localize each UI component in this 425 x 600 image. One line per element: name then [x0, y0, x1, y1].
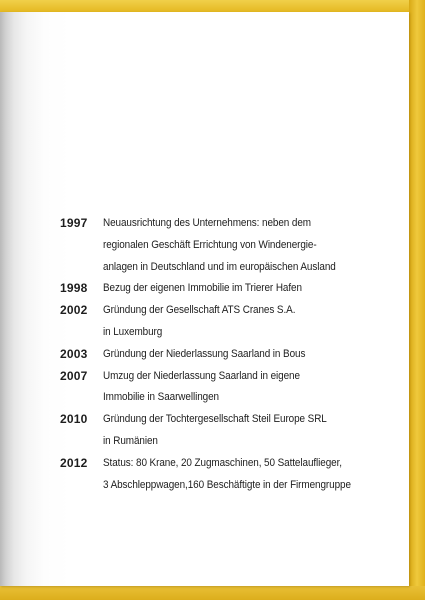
description-line: regionalen Geschäft Errichtung von Windenergie-: [103, 238, 317, 251]
timeline-description: [103, 278, 390, 300]
timeline-year: 2010: [60, 412, 88, 427]
timeline-year: 2012: [60, 455, 88, 470]
timeline-year: 1998: [60, 281, 88, 296]
description-line: Gründung der Niederlassung Saarland in Bous: [103, 347, 306, 360]
description-line: anlagen in Deutschland und im europäischen Ausland: [103, 260, 336, 273]
timeline-entry-1998: [60, 278, 390, 300]
timeline-description: [103, 344, 390, 366]
timeline-entry-1997: [60, 213, 390, 278]
timeline-year: 2003: [60, 346, 88, 361]
timeline-description: [103, 409, 390, 453]
description-line: Umzug der Niederlassung Saarland in eigene: [103, 369, 300, 382]
timeline-entry-2010: [60, 409, 390, 453]
description-line: Immobilie in Saarwellingen: [103, 391, 219, 404]
frame-right-border: [409, 0, 425, 600]
description-line: Status: 80 Krane, 20 Zugmaschinen, 50 Sattelauflieger,: [103, 456, 342, 469]
description-line: Gründung der Tochtergesellschaft Steil Europe SRL: [103, 413, 327, 426]
timeline-description: [103, 213, 390, 278]
timeline-entry-2007: [60, 366, 390, 410]
timeline-description: [103, 366, 390, 410]
description-line: 3 Abschleppwagen,160 Beschäftigte in der Firmengruppe: [103, 478, 351, 491]
description-line: Bezug der eigenen Immobilie im Trierer Hafen: [103, 282, 302, 295]
description-line: Neuausrichtung des Unternehmens: neben dem: [103, 217, 311, 229]
timeline-year: 1997: [60, 216, 88, 230]
description-line: in Rumänien: [103, 434, 158, 447]
timeline-entry-2003: [60, 344, 390, 366]
timeline-entry-2012: [60, 453, 390, 497]
timeline-year: 2007: [60, 368, 88, 383]
timeline-description: [103, 300, 390, 344]
timeline-year: 2002: [60, 303, 88, 318]
frame-bottom-border: [0, 586, 425, 600]
description-line: Gründung der Gesellschaft ATS Cranes S.A.: [103, 304, 296, 317]
description-line: in Luxemburg: [103, 325, 163, 338]
timeline-entry-2002: [60, 300, 390, 344]
company-timeline: [60, 213, 390, 496]
timeline-description: [103, 453, 390, 497]
frame-top-border: [0, 0, 425, 12]
document-page: [0, 12, 409, 586]
